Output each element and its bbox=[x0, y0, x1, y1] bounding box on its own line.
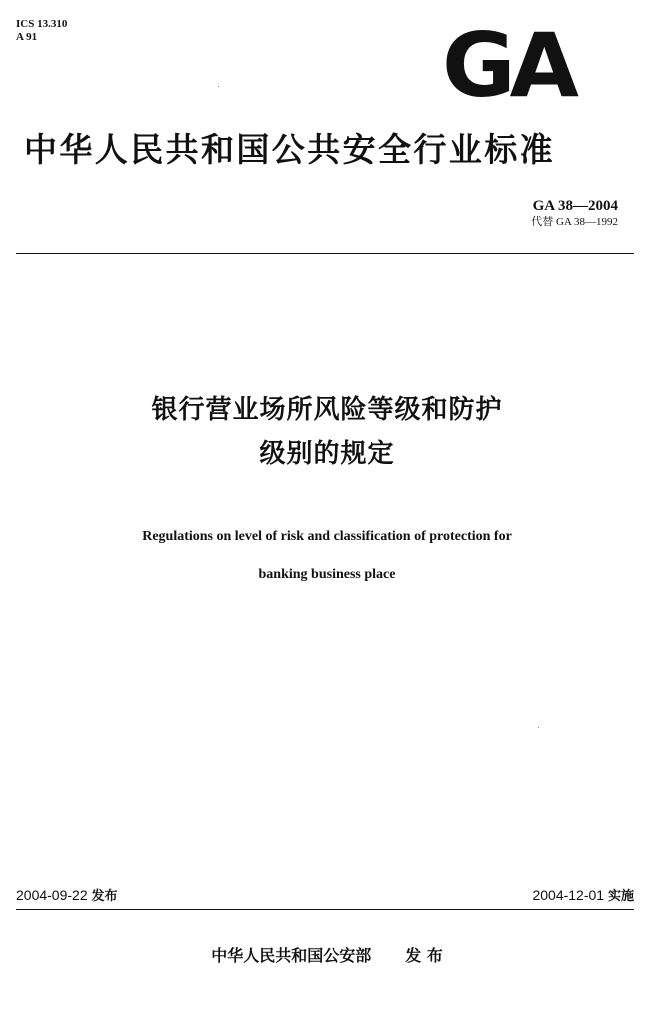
issue-date bbox=[16, 886, 118, 906]
scan-speck bbox=[538, 727, 539, 728]
effective-date-value: 2004-12-01 bbox=[532, 887, 605, 903]
classification-codes bbox=[16, 18, 67, 44]
replaces-standard: 代替 GA 38—1992 bbox=[531, 216, 618, 228]
title-english bbox=[20, 518, 634, 594]
effective-date bbox=[532, 886, 634, 906]
top-divider bbox=[16, 253, 634, 254]
ccs-code: A 91 bbox=[16, 31, 38, 43]
title-english-line-1: Regulations on level of risk and classification of protection for bbox=[142, 529, 512, 544]
title-chinese-line-1: 银行营业场所风险等级和防护 bbox=[151, 395, 503, 425]
issuer bbox=[0, 944, 654, 968]
title-english-line-2: banking business place bbox=[258, 567, 396, 582]
ga-logo-text: GA bbox=[442, 14, 573, 117]
title-chinese bbox=[40, 388, 614, 476]
issue-date-value: 2004-09-22 bbox=[16, 887, 88, 903]
issuer-action: 发 布 bbox=[405, 946, 443, 965]
header-title: 中华人民共和国公共安全行业标准 bbox=[24, 130, 555, 169]
standard-number-block bbox=[531, 198, 618, 229]
standard-number: GA 38—2004 bbox=[532, 198, 618, 214]
scan-speck bbox=[218, 86, 219, 87]
issuer-name: 中华人民共和国公安部 bbox=[211, 946, 372, 965]
effective-date-label: 实施 bbox=[607, 889, 634, 904]
title-chinese-line-2: 级别的规定 bbox=[259, 439, 395, 469]
bottom-divider bbox=[16, 909, 634, 910]
ga-logo bbox=[442, 14, 602, 117]
ics-code: ICS 13.310 bbox=[16, 18, 68, 30]
issue-date-label: 发布 bbox=[91, 889, 118, 904]
